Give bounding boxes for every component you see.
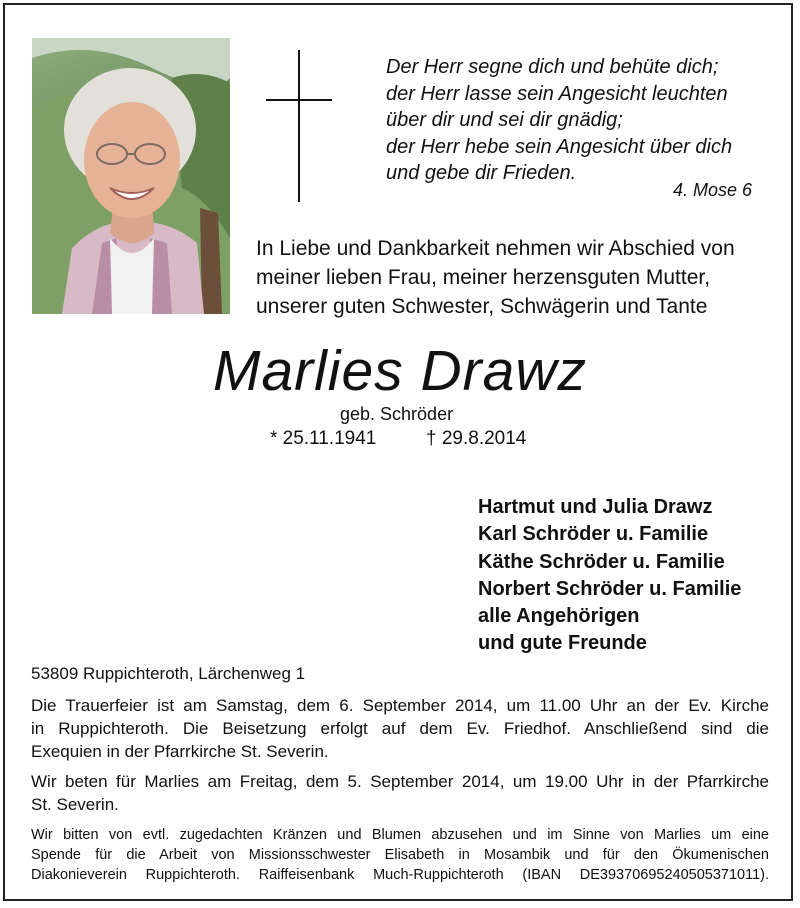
prayer-line: Wir beten für Marlies am Freitag, dem 5. September 2014, um 19.00 Uhr in der Pfarrkirche <box>31 772 769 791</box>
mourner: Norbert Schröder u. Familie <box>478 577 742 600</box>
latin-cross-icon <box>266 50 332 202</box>
verse-line: der Herr hebe sein Angesicht über dich <box>386 135 733 158</box>
prayer-line: St. Severin. <box>31 795 119 814</box>
funeral-line: in Ruppichteroth. Die Beisetzung erfolgt auf dem Ev. Friedhof. Anschließend sind die <box>31 719 769 738</box>
maiden-name: geb. Schröder <box>340 404 454 424</box>
farewell-line: In Liebe und Dankbarkeit nehmen wir Abschied von <box>256 237 735 260</box>
deceased-name: Marlies Drawz <box>212 339 588 403</box>
family-address: 53809 Ruppichteroth, Lärchenweg 1 <box>31 664 306 683</box>
funeral-line: Exequien in der Pfarrkirche St. Severin. <box>31 742 329 761</box>
verse-reference: 4. Mose 6 <box>673 180 753 200</box>
verse-line: Der Herr segne dich und behüte dich; <box>386 56 719 78</box>
donation-line: Wir bitten von evtl. zugedachten Kränzen und Blumen abzusehen und im Sinne von Marlies um eine <box>31 827 769 843</box>
verse-line: über dir und sei dir gnädig; <box>386 109 623 131</box>
farewell-line: meiner lieben Frau, meiner herzensguten Mutter, <box>256 266 711 289</box>
funeral-info <box>31 694 769 763</box>
verse-line: der Herr lasse sein Angesicht leuchten <box>386 82 728 105</box>
death-date: † 29.8.2014 <box>426 428 527 449</box>
mourner: Käthe Schröder u. Familie <box>478 550 725 573</box>
donation-line: Diakonieverein Ruppichteroth. Raiffeisenbank Much-Ruppichteroth (IBAN DE39370695240505371011). <box>31 867 769 883</box>
mourner: Hartmut und Julia Drawz <box>478 496 713 518</box>
funeral-line: Die Trauerfeier ist am Samstag, dem 6. September 2014, um 11.00 Uhr an der Ev. Kirche <box>31 696 769 715</box>
mourner: Karl Schröder u. Familie <box>478 523 709 546</box>
mourners-list <box>478 494 788 658</box>
verse-line: und gebe dir Frieden. <box>386 162 577 184</box>
bible-verse <box>386 54 786 187</box>
portrait-photo <box>32 38 230 314</box>
birth-date: * 25.11.1941 <box>270 428 377 449</box>
donation-note <box>31 825 769 885</box>
farewell-text <box>256 234 776 321</box>
mourner: alle Angehörigen <box>478 605 640 628</box>
prayer-info <box>31 770 769 816</box>
mourner: und gute Freunde <box>478 632 647 655</box>
donation-line: Spende für die Arbeit von Missionsschwester Elisabeth in Mosambik und für den Ökumenischen <box>31 847 769 863</box>
farewell-line: unserer guten Schwester, Schwägerin und Tante <box>256 295 708 318</box>
